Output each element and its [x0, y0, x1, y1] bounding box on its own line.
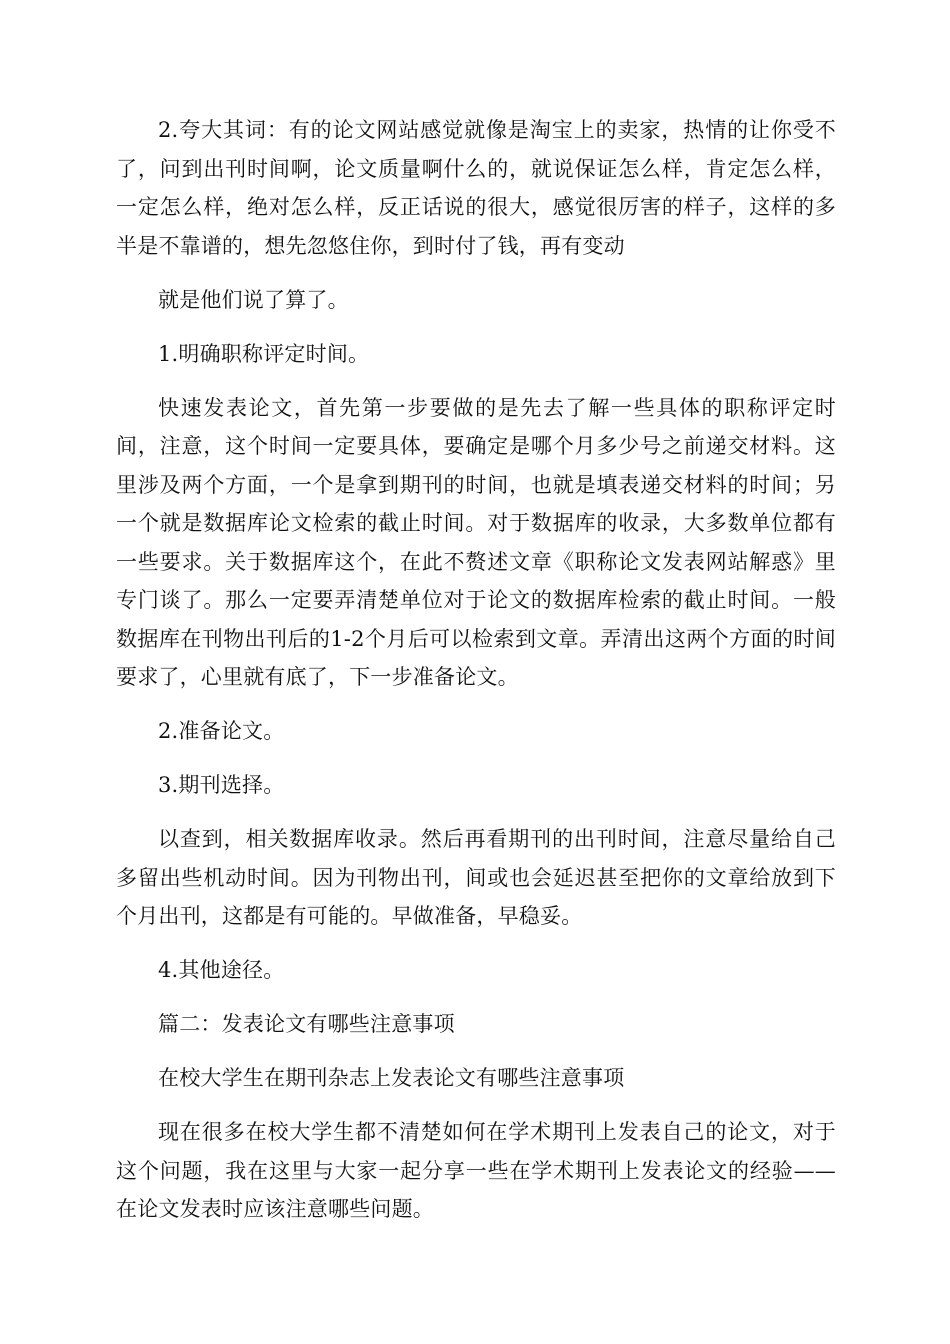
- heading-journal-selection: 3.期刊选择。: [158, 773, 285, 797]
- document-body: [116, 111, 836, 1244]
- paragraph-they-decide: 就是他们说了算了。: [158, 287, 349, 312]
- paragraph-students-intro: 现在很多在校大学生都不清楚如何在学术期刊上发表自己的论文，对于这个问题，我在这里与大家一起分享一些在学术期刊上发表论文的经验——在论文发表时应该注意哪些问题。: [116, 1120, 836, 1221]
- heading-evaluation-time: 1.明确职称评定时间。: [158, 341, 370, 366]
- section-title-part-two: 篇二：发表论文有哪些注意事项: [158, 1012, 455, 1036]
- paragraph-exaggeration: 2.夸大其词：有的论文网站感觉就像是淘宝上的卖家，热情的让你受不了，问到出刊时间啊，论文质量啊什么的，就说保证怎么样，肯定怎么样，一定怎么样，绝对怎么样，反正话说的很大，感觉很厉害的样子，这样的多半是不靠谱的，想先忽悠住你，到时付了钱，再有变动: [116, 118, 836, 258]
- paragraph-publish-quickly: 快速发表论文，首先第一步要做的是先去了解一些具体的职称评定时间，注意，这个时间一定要具体，要确定是哪个月多少号之前递交材料。这里涉及两个方面，一个是拿到期刊的时间，也就是填表递交材料的时间；另一个就是数据库论文检索的截止时间。对于数据库的收录，大多数单位都有一些要求。关于数据库这个，在此不赘述文章《职称论文发表网站解惑》里专门谈了。那么一定要弄清楚单位对于论文的数据库检索的截止时间。一般数据库在刊物出刊后的1-2个月后可以检索到文章。弄清出这两个方面的时间要求了，心里就有底了，下一步准备论文。: [116, 395, 836, 689]
- heading-prepare-paper: 2.准备论文。: [158, 719, 285, 743]
- section-subtitle: 在校大学生在期刊杂志上发表论文有哪些注意事项: [158, 1066, 625, 1090]
- heading-other-ways: 4.其他途径。: [158, 958, 285, 982]
- paragraph-journal-timing: 以查到，相关数据库收录。然后再看期刊的出刊时间，注意尽量给自己多留出些机动时间。因为刊物出刊，间或也会延迟甚至把你的文章给放到下个月出刊，这都是有可能的。早做准备，早稳妥。: [116, 827, 836, 928]
